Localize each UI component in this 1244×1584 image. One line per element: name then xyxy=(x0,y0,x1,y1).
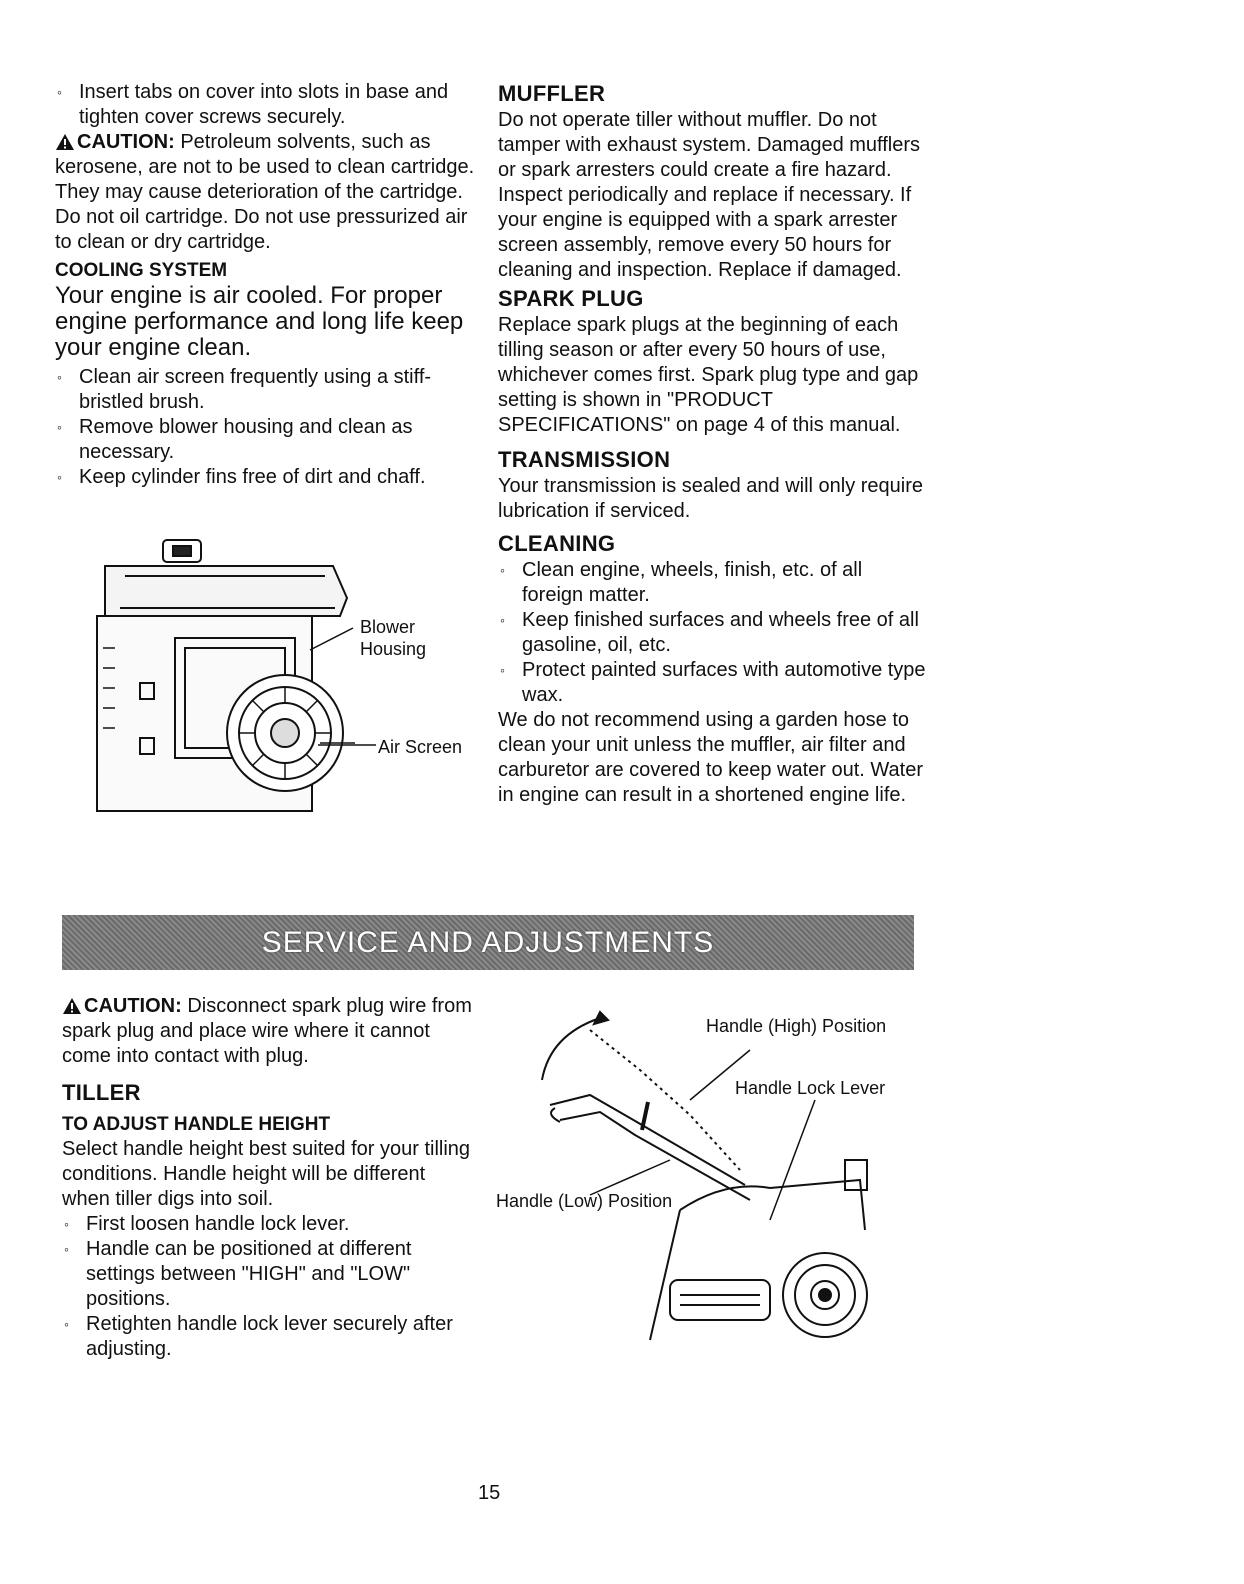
handle-low-label: Handle (Low) Position xyxy=(496,1191,673,1211)
handle-list xyxy=(62,1212,472,1362)
cleaning-note: We do not recommend using a garden hose to clean your unit unless the muffler, air filter and carburetor are covered to keep water out. Water in engine can result in a shortened engine life. xyxy=(498,709,924,806)
tiller-title: TILLER xyxy=(62,1080,141,1105)
banner-title: SERVICE AND ADJUSTMENTS xyxy=(261,925,715,959)
transmission-title: TRANSMISSION xyxy=(498,447,671,472)
cleaning-title: CLEANING xyxy=(498,531,616,556)
caution-paragraph xyxy=(55,130,480,255)
intro-list xyxy=(55,80,480,130)
air-screen-leader xyxy=(318,742,378,748)
list-item: ◦ Handle can be positioned at different settings between "HIGH" and "LOW" positions. xyxy=(62,1237,472,1312)
service-column xyxy=(62,994,472,1362)
list-item: ◦ Retighten handle lock lever securely after adjusting. xyxy=(62,1312,472,1362)
list-item: ◦ Clean engine, wheels, finish, etc. of all foreign matter. xyxy=(498,558,928,608)
blower-housing-label: Blower Housing xyxy=(360,617,427,659)
cooling-title: COOLING SYSTEM xyxy=(55,260,228,281)
engine-illustration xyxy=(85,538,355,818)
warning-icon xyxy=(62,997,82,1015)
caution-text: Disconnect spark plug wire from spark plug and place wire where it cannot come into contact with plug. xyxy=(62,995,472,1067)
caution-text: Petroleum solvents, such as kerosene, are not to be used to clean cartridge. They may cause deterioration of the cartridge. Do not oil cartridge. Do not use pressurized air to clean or dry cartridge. xyxy=(55,131,475,253)
list-item: ◦ Clean air screen frequently using a stiff-bristled brush. xyxy=(55,365,480,415)
page-number: 15 xyxy=(478,1482,501,1504)
list-item: ◦ Remove blower housing and clean as necessary. xyxy=(55,415,480,465)
handle-height-text: Select handle height best suited for your tilling conditions. Handle height will be different when tiller digs into soil. xyxy=(62,1138,471,1210)
handle-high-label: Handle (High) Position xyxy=(706,1016,887,1036)
caution-label: CAUTION: xyxy=(84,995,182,1017)
caution-label: CAUTION: xyxy=(77,131,175,153)
right-column xyxy=(498,80,928,808)
cleaning-list xyxy=(498,558,928,708)
muffler-text: Do not operate tiller without muffler. Do not tamper with exhaust system. Damaged mufflers or spark arresters could create a fire hazard. Inspect periodically and replace if necessary. If your engine is equipped with a spark arrester screen assembly, remove every 50 hours for cleaning and inspection. Replace if damaged. xyxy=(498,109,921,281)
muffler-title: MUFFLER xyxy=(498,81,606,106)
service-caution xyxy=(62,994,472,1069)
list-item: ◦ Protect painted surfaces with automotive type wax. xyxy=(498,658,928,708)
section-banner xyxy=(62,915,914,970)
spark-plug-title: SPARK PLUG xyxy=(498,286,644,311)
handle-height-title: TO ADJUST HANDLE HEIGHT xyxy=(62,1114,331,1135)
cooling-intro: Your engine is air cooled. For proper engine performance and long life keep your engine clean. xyxy=(55,282,464,361)
list-item: ◦ Keep cylinder fins free of dirt and chaff. xyxy=(55,465,480,490)
tiller-illustration xyxy=(530,1010,880,1350)
spark-plug-text: Replace spark plugs at the beginning of each tilling season or after every 50 hours of use, whichever comes first. Spark plug type and gap setting is shown in "PRODUCT SPECIFICATIONS" on page 4 of this manual. xyxy=(498,314,919,436)
warning-icon xyxy=(55,133,75,151)
left-column xyxy=(55,80,480,490)
handle-lock-label: Handle Lock Lever xyxy=(735,1078,886,1098)
transmission-text: Your transmission is sealed and will only require lubrication if serviced. xyxy=(498,475,924,522)
list-item: ◦ Insert tabs on cover into slots in base and tighten cover screws securely. xyxy=(55,80,480,130)
list-item: ◦ Keep finished surfaces and wheels free of all gasoline, oil, etc. xyxy=(498,608,928,658)
air-screen-label: Air Screen xyxy=(378,737,463,757)
cooling-list xyxy=(55,365,480,490)
list-item: ◦ First loosen handle lock lever. xyxy=(62,1212,472,1237)
